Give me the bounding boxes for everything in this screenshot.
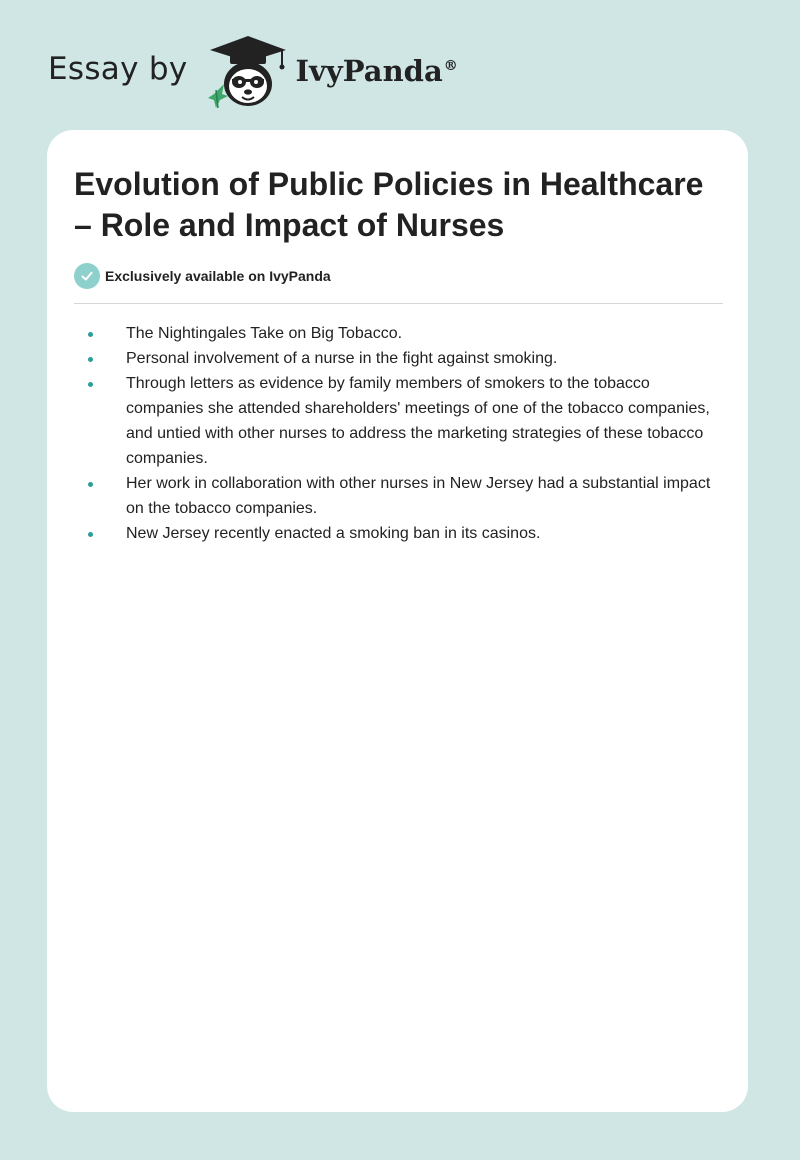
list-item <box>74 321 724 346</box>
check-circle-icon <box>74 263 100 289</box>
essay-by-label: Essay by <box>48 51 188 87</box>
list-item <box>74 346 724 371</box>
list-item-text: Through letters as evidence by family members of smokers to the tobacco companies she attended shareholders' meetings of one of the tobacco companies, and untied with other nurses to address the marketing strategies of these tobacco companies. <box>126 375 710 467</box>
bullet-dot <box>88 357 93 362</box>
brand-name-text: IvyPanda <box>295 54 443 88</box>
bullet-dot <box>88 482 93 487</box>
essay-title: Evolution of Public Policies in Healthcare – Role and Impact of Nurses <box>74 166 704 243</box>
bullet-list <box>74 321 724 546</box>
panda-graduate-logo-icon <box>202 34 294 110</box>
list-item-text: Her work in collaboration with other nurses in New Jersey had a substantial impact on the tobacco companies. <box>126 475 711 517</box>
bullet-dot <box>88 532 93 537</box>
title-divider <box>74 303 723 304</box>
list-item-text: New Jersey recently enacted a smoking ban in its casinos. <box>126 525 541 542</box>
list-item <box>74 471 724 521</box>
bullet-dot <box>88 332 93 337</box>
list-item-text: Personal involvement of a nurse in the fight against smoking. <box>126 350 558 367</box>
essay-card <box>47 130 748 1112</box>
list-item <box>74 521 724 546</box>
list-item-text: The Nightingales Take on Big Tobacco. <box>126 325 403 342</box>
list-item <box>74 371 724 471</box>
bullet-dot <box>88 382 93 387</box>
brand-name <box>296 54 458 88</box>
exclusive-badge <box>74 263 331 289</box>
registered-mark: ® <box>443 58 458 75</box>
exclusive-badge-text: Exclusively available on IvyPanda <box>105 268 331 284</box>
site-header <box>48 34 458 110</box>
